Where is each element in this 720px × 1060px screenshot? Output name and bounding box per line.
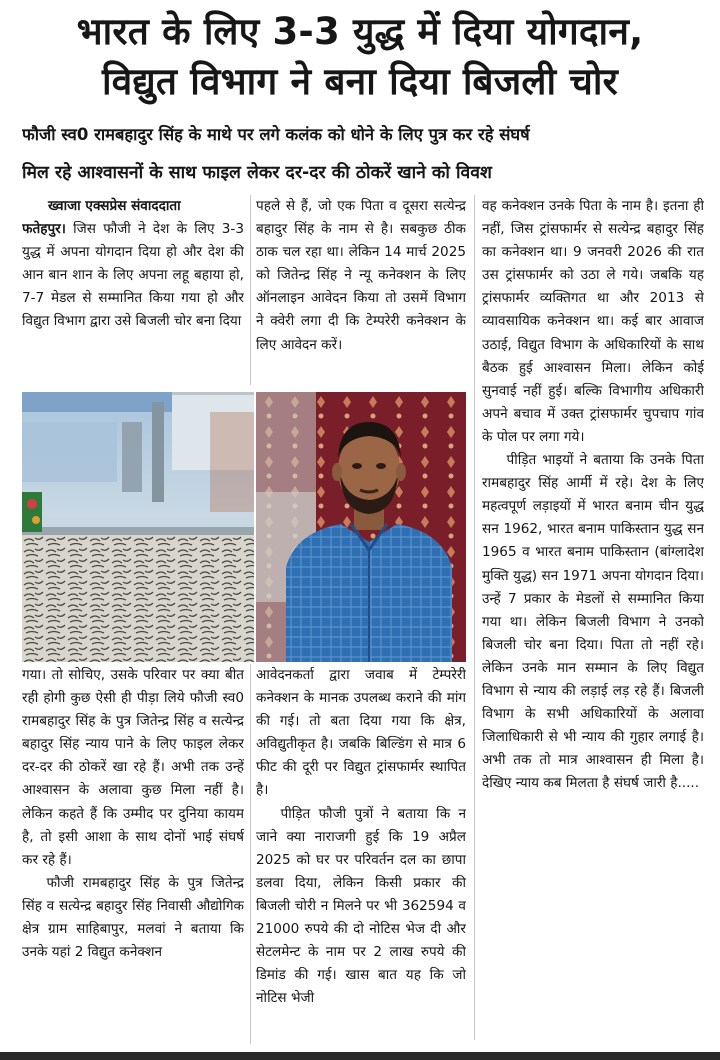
subheadline-2: मिल रहे आश्वासनों के साथ फाइल लेकर दर-दर की ठोकरें खाने को विवश xyxy=(22,163,492,183)
column-rule xyxy=(474,195,475,1040)
dateline: फतेहपुर। xyxy=(22,221,66,238)
headline-line-1: भारत के लिए 3-3 युद्ध में दिया योगदान, xyxy=(76,10,644,53)
headline-line-2: विद्युत विभाग ने बना दिया बिजली चोर xyxy=(102,60,618,103)
article-paragraph: पहले से हैं, जो एक पिता व दूसरा सत्येन्द्र बहादुर सिंह के नाम से है। सबकुछ ठीक ठाक चल रहा था। लेकिन 14 मार्च 2025 को जितेन्द्र सिंह ने न्यू कनेक्शन के लिए ऑनलाइन आवेदन किया तो उसमें विभाग ने क्वेरी लगा दी कि टेम्परेरी कनेक्शन के लिए आवेदन करें। xyxy=(256,198,466,353)
article-column-1-top xyxy=(22,195,244,380)
byline: ख्वाजा एक्सप्रेस संवाददाता xyxy=(48,198,181,214)
article-paragraph: गया। तो सोचिए, उसके परिवार पर क्या बीत रही होगी कुछ ऐसी ही पीड़ा लिये फौजी स्व0 रामबहादुर सिंह के पुत्र जितेन्द्र सिंह व सत्येन्द्र बहादुर सिंह न्याय पाने के लिए फाइल लेकर दर-दर की ठोकरें खा रहे हैं। अभी तक उन्हें आश्वासन के अलावा कुछ मिला नहीं है। लेकिन कहते हैं कि उम्मीद पर दुनिया कायम है, तो इसी आशा के साथ दोनों भाई संघर्ष कर रहे हैं। xyxy=(22,667,244,868)
bottom-border xyxy=(0,1052,720,1060)
article-paragraph: पीड़ित भाइयों ने बताया कि उनके पिता रामबहादुर सिंह आर्मी में रहे। देश के लिए महत्वपूर्ण लड़ाइयों में भारत बनाम चीन युद्ध सन 1962, भारत बनाम पाकिस्तान युद्ध सन 1965 व भारत बनाम पाकिस्तान (बांग्लादेश मुक्ति युद्ध) सन 1971 अपना योगदान दिया। उन्हें 7 प्रकार के मेडलों से सम्मानित किया गया था। लेकिन बिजली विभाग ने उनको बिजली चोर बना दिया। पिता तो नहीं रहे। लेकिन उनके मान सम्मान के लिए विद्युत विभाग से न्याय की लड़ाई लड़ रहे हैं। बिजली विभाग के सभी अधिकारियों के अलावा जिलाधिकारी से भी न्याय की गुहार लगाई है। अभी तक तो मात्र आश्वासन ही मिला है। देखिए न्याय कब मिलता है संघर्ष जारी है..... xyxy=(482,452,704,792)
article-paragraph: पीड़ित फौजी पुत्रों ने बताया कि न जाने क्या नाराजगी हुई कि 19 अप्रैल 2025 को घर पर परिवर्तन दल का छापा डलवा दिया, लेकिन किसी प्रकार की बिजली चोरी न मिलने पर भी 362594 व 21000 रुपये की दो नोटिस भेज दी और सेटलमेन्ट के नाम पर 2 लाख रुपये की डिमांड की गई। खास बात यह कि जो नोटिस भेजी xyxy=(256,805,466,1007)
article-paragraph: वह कनेक्शन उनके पिता के नाम है। इतना ही नहीं, जिस ट्रांसफार्मर से सत्येन्द्र बहादुर सिंह का कनेक्शन था। 9 जनवरी 2026 की रात उस ट्रांसफार्मर को उठा ले गये। जबकि यह ट्रांसफार्मर व्यक्तिगत था और 2013 से व्यावसायिक कनेक्शन था। कई बार आवाज उठाई, विद्युत विभाग के अधिकारियों के साथ बैठक हुई आश्वासन मिला। लेकिन कोई सुनवाई नहीं हुई। बल्कि विभागीय अधिकारी अपने बचाव में उक्त ट्रांसफार्मर चुपचाप गांव के पोल पर लगा गये। xyxy=(482,198,704,445)
house-photo xyxy=(22,392,254,662)
article-column-1-bottom xyxy=(22,664,244,1044)
article-paragraph: आवेदनकर्ता द्वारा जवाब में टेम्परेरी कनेक्शन के मानक उपलब्ध कराने की मांग की गई। तो बता दिया गया कि क्षेत्र, अविद्युतीकृत है। जबकि बिल्डिंग से मात्र 6 फीट की दूरी पर विद्युत ट्रांसफार्मर स्थापित है। xyxy=(256,667,466,799)
column-rule xyxy=(250,195,251,385)
portrait-photo xyxy=(256,392,466,662)
article-column-2-bottom xyxy=(256,664,466,1044)
article-paragraph: फौजी रामबहादुर सिंह के पुत्र जितेन्द्र सिंह व सत्येन्द्र बहादुर सिंह निवासी औद्योगिक क्षेत्र ग्राम साहिबापुर, मलवां ने बताया कि उनके यहां 2 विद्युत कनेक्शन xyxy=(22,874,244,961)
article-column-3 xyxy=(482,195,704,1040)
article-paragraph: जिस फौजी ने देश के लिए 3-3 युद्ध में अपना योगदान दिया हो और देश की आन बान शान के लिए अपना लहू बहाया हो, 7-7 मेडल से सम्मानित किया गया हो और विद्युत विभाग द्वारा उसे बिजली चोर बना दिया xyxy=(22,221,244,330)
column-rule xyxy=(250,664,251,1044)
article-column-2-top xyxy=(256,195,466,380)
subheadline-1: फौजी स्व0 रामबहादुर सिंह के माथे पर लगे कलंक को धोने के लिए पुत्र कर रहे संघर्ष xyxy=(22,125,530,144)
